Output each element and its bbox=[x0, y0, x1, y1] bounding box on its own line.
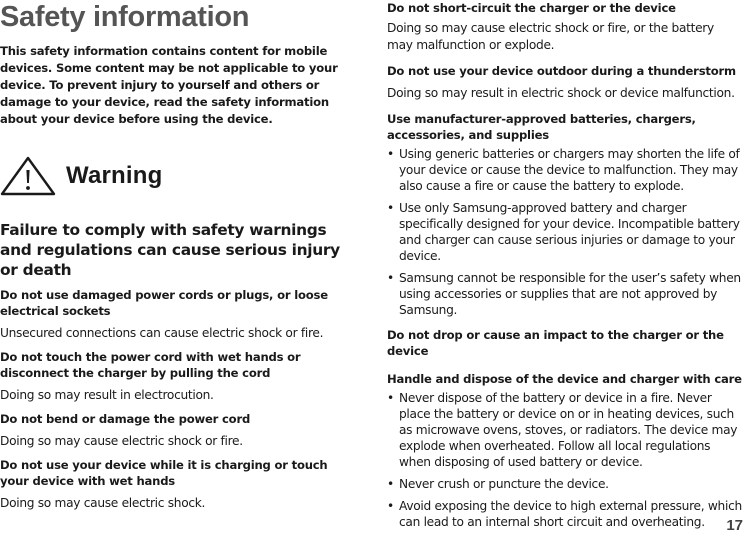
section-body: Doing so may cause electric shock or fire, or the battery may malfunction or explode. bbox=[387, 21, 714, 52]
section-body: Doing so may result in electrocution. bbox=[0, 388, 214, 402]
section-body: Unsecured connections can cause electric shock or fire. bbox=[0, 326, 324, 340]
bullet-icon: • bbox=[387, 271, 394, 285]
left-section bbox=[0, 457, 356, 512]
intro-paragraph: This safety information contains content for mobile devices. Some content may be not applicable to your device. To prevent injury to yourself and others or damage to your device, read the safety information about your device before using the device. bbox=[0, 44, 338, 126]
right-section bbox=[387, 0, 743, 54]
right-section bbox=[387, 63, 743, 102]
section-heading: Do not bend or damage the power cord bbox=[0, 412, 251, 426]
list-item-text: Avoid exposing the device to high external pressure, which can lead to an internal short circuit and overheating. bbox=[399, 499, 742, 529]
bullet-icon: • bbox=[387, 147, 394, 161]
list-item bbox=[387, 498, 743, 530]
list-item bbox=[387, 476, 743, 492]
section-heading: Do not use your device outdoor during a thunderstorm bbox=[387, 64, 736, 78]
right-column bbox=[387, 0, 743, 536]
bullet-icon: • bbox=[387, 477, 394, 491]
section-heading: Do not touch the power cord with wet hands or disconnect the charger by pulling the cord bbox=[0, 350, 301, 380]
page-number: 17 bbox=[726, 517, 743, 534]
list-item-text: Using generic batteries or chargers may shorten the life of your device or cause the device to malfunction. They may also cause a fire or cause the battery to explode. bbox=[399, 147, 740, 193]
section-heading: Do not use your device while it is charging or touch your device with wet hands bbox=[0, 458, 328, 488]
warning-label: Warning bbox=[66, 162, 163, 189]
right-section bbox=[387, 327, 743, 359]
section-heading: Do not short-circuit the charger or the device bbox=[387, 1, 676, 15]
right-section bbox=[387, 371, 743, 530]
bullet-list bbox=[387, 146, 743, 318]
list-item bbox=[387, 390, 743, 470]
list-item-text: Never crush or puncture the device. bbox=[399, 477, 609, 491]
warning-triangle-icon bbox=[0, 156, 56, 196]
bullet-icon: • bbox=[387, 499, 394, 513]
left-section bbox=[0, 411, 356, 450]
page-title: Safety information bbox=[0, 1, 250, 33]
section-heading: Use manufacturer-approved batteries, chargers, accessories, and supplies bbox=[387, 112, 696, 142]
left-section bbox=[0, 349, 356, 404]
list-item-text: Samsung cannot be responsible for the user’s safety when using accessories or supplies that are not approved by Samsung. bbox=[399, 271, 741, 317]
section-heading: Handle and dispose of the device and charger with care bbox=[387, 372, 742, 386]
list-item bbox=[387, 270, 743, 318]
list-item-text: Use only Samsung-approved battery and charger specifically designed for your device. Incompatible battery and charger can cause serious injuries or damage to your device. bbox=[399, 201, 740, 263]
right-section bbox=[387, 111, 743, 318]
section-heading: Do not drop or cause an impact to the charger or the device bbox=[387, 328, 724, 358]
list-item bbox=[387, 200, 743, 264]
left-section bbox=[0, 287, 356, 342]
section-body: Doing so may cause electric shock or fire. bbox=[0, 434, 243, 448]
section-body: Doing so may cause electric shock. bbox=[0, 496, 206, 510]
bullet-icon: • bbox=[387, 201, 394, 215]
section-body: Doing so may result in electric shock or device malfunction. bbox=[387, 86, 735, 100]
warning-heading: Failure to comply with safety warnings and regulations can cause serious injury or death bbox=[0, 221, 340, 279]
list-item-text: Never dispose of the battery or device in a fire. Never place the battery or device on or in heating devices, such as microwave ovens, stoves, or radiators. The device may explode when overheated. Follow all local regulations when disposing of used battery or device. bbox=[399, 391, 738, 469]
warning-banner bbox=[0, 154, 356, 198]
section-heading: Do not use damaged power cords or plugs, or loose electrical sockets bbox=[0, 288, 328, 318]
bullet-list bbox=[387, 390, 743, 530]
bullet-icon: • bbox=[387, 391, 394, 405]
left-column bbox=[0, 0, 356, 512]
list-item bbox=[387, 146, 743, 194]
